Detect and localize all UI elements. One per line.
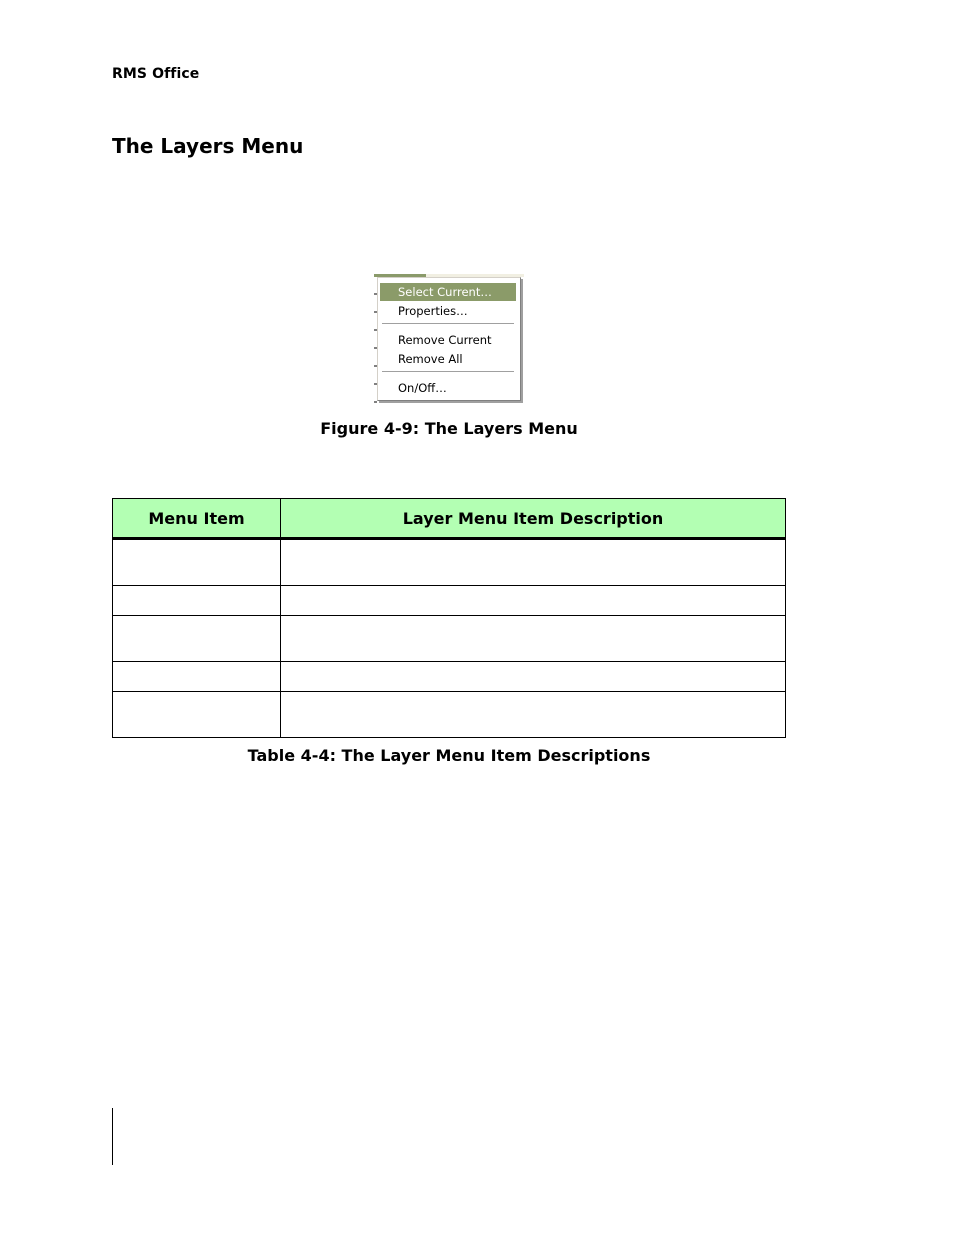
menu-separator [382,323,514,325]
table-cell [281,692,786,738]
table-row [113,662,786,692]
menu-item-select-current[interactable]: Select Current… [380,283,516,301]
layers-context-menu [377,277,521,401]
menu-separator [382,371,514,373]
table-row [113,692,786,738]
menu-item-remove-current[interactable]: Remove Current [398,333,492,347]
table-cell [113,692,281,738]
table-cell [113,539,281,586]
table-cell [113,616,281,662]
table-cell [281,539,786,586]
menu-item-description-table [112,498,786,738]
table-cell [113,662,281,692]
column-header-description: Layer Menu Item Description [281,499,786,539]
footer-rule [112,1108,113,1165]
table-row [113,539,786,586]
table-caption: Table 4-4: The Layer Menu Item Descriptions [247,746,651,765]
layers-menu-screenshot [374,274,524,404]
table-cell [281,586,786,616]
figure-caption: Figure 4-9: The Layers Menu [320,419,578,438]
table-cell [113,586,281,616]
column-header-menu-item: Menu Item [113,499,281,539]
menu-item-on-off[interactable]: On/Off… [398,381,447,395]
menu-item-properties[interactable]: Properties… [398,304,468,318]
running-header: RMS Office [112,66,200,82]
table-header-row [113,499,786,539]
section-title: The Layers Menu [112,134,304,158]
table-row [113,586,786,616]
table-row [113,616,786,662]
table-cell [281,662,786,692]
table-cell [281,616,786,662]
menu-item-remove-all[interactable]: Remove All [398,352,463,366]
